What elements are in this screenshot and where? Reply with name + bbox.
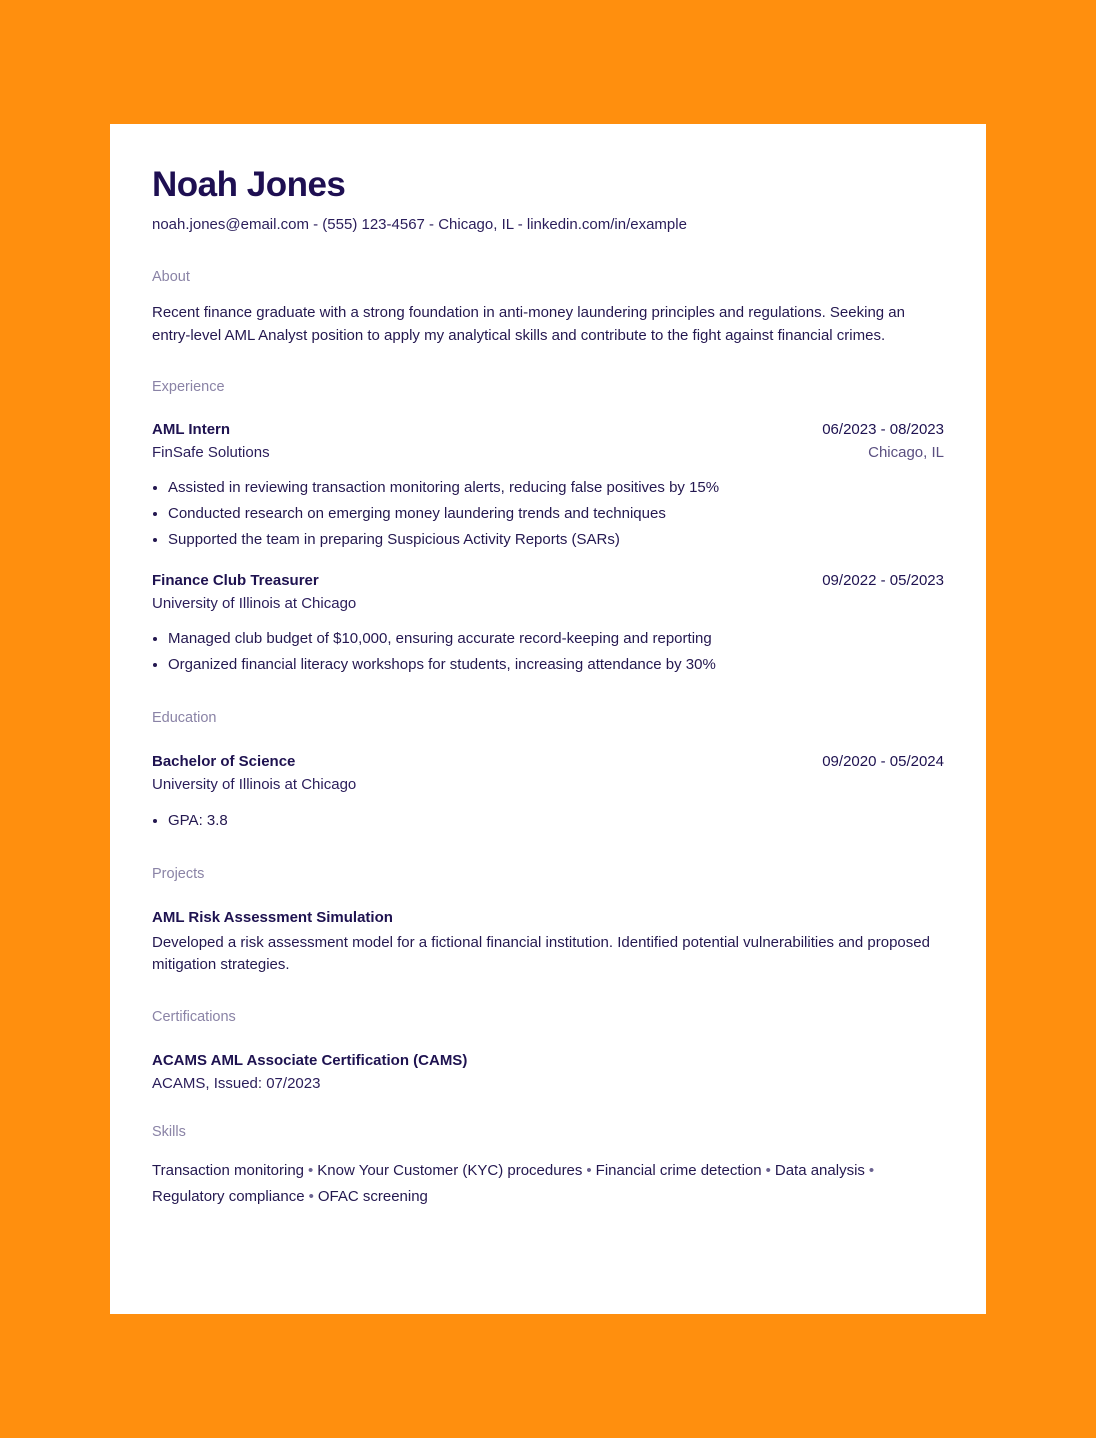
- list-item: • Organized financial literacy workshops for students, increasing attendance by 30%: [168, 652, 944, 678]
- experience-item: [152, 570, 944, 678]
- certification-issued: Issued: 07/2023: [213, 1074, 321, 1092]
- skill-item: Know Your Customer (KYC) procedures: [317, 1161, 583, 1179]
- education-bullets: [152, 808, 944, 834]
- experience-bullets: [152, 475, 944, 552]
- education-item: [152, 751, 944, 834]
- skill-item: OFAC screening: [317, 1187, 428, 1205]
- skills-list: [152, 1158, 944, 1210]
- bullet-separator-icon: •: [586, 1161, 592, 1179]
- project-name: AML Risk Assessment Simulation: [152, 908, 393, 926]
- contact-line: noah.jones@email.com - (555) 123-4567 - Chicago, IL - linkedin.com/in/example: [152, 216, 687, 233]
- project-description: Developed a risk assessment model for a fictional financial institution. Identified potential vulnerabilities and proposed mitigation strategies.: [152, 933, 930, 974]
- section-title-education: Education: [152, 709, 217, 726]
- experience-role: AML Intern: [152, 421, 231, 438]
- education-school: University of Illinois at Chicago: [152, 775, 357, 793]
- skill-item: Transaction monitoring: [152, 1161, 305, 1179]
- bullet-separator-icon: •: [868, 1161, 875, 1179]
- resume-name: Noah Jones: [152, 165, 346, 204]
- section-title-projects: Projects: [152, 865, 205, 882]
- experience-dates: 06/2023 - 08/2023: [822, 421, 944, 438]
- experience-dates: 09/2022 - 05/2023: [822, 572, 944, 590]
- education-dates: 09/2020 - 05/2024: [822, 752, 944, 770]
- section-title-certifications: Certifications: [152, 1008, 236, 1025]
- list-item: • Supported the team in preparing Suspicious Activity Reports (SARs): [168, 527, 944, 553]
- certification-issuer: ACAMS,: [152, 1074, 210, 1092]
- experience-org: FinSafe Solutions: [152, 444, 270, 461]
- bullet-separator-icon: •: [308, 1187, 314, 1205]
- section-title-experience: Experience: [152, 379, 225, 395]
- experience-org: University of Illinois at Chicago: [152, 595, 357, 613]
- skill-item: Financial crime detection: [595, 1161, 762, 1179]
- list-item: • Assisted in reviewing transaction monitoring alerts, reducing false positives by 15%: [168, 475, 944, 501]
- certification-meta: [152, 1072, 944, 1096]
- bullet-separator-icon: •: [765, 1161, 771, 1179]
- list-item: • Conducted research on emerging money laundering trends and techniques: [168, 501, 944, 527]
- resume-page: [110, 124, 986, 1314]
- certification-name: ACAMS AML Associate Certification (CAMS): [152, 1051, 468, 1069]
- list-item: • GPA: 3.8: [168, 808, 944, 834]
- education-degree: Bachelor of Science: [152, 752, 296, 770]
- experience-role: Finance Club Treasurer: [152, 572, 319, 590]
- experience-location: Chicago, IL: [868, 444, 944, 461]
- experience-bullets: [152, 626, 944, 678]
- bullet-separator-icon: •: [308, 1161, 314, 1179]
- experience-item: [152, 419, 944, 552]
- about-text: Recent finance graduate with a strong foundation in anti-money laundering principles and regulations. Seeking an entry-level AML Analyst position to apply my analytical skills and contribute to the fight against financial crimes.: [152, 304, 905, 344]
- skill-item: Data analysis: [774, 1161, 865, 1179]
- section-title-about: About: [152, 269, 190, 285]
- list-item: • Managed club budget of $10,000, ensuring accurate record-keeping and reporting: [168, 626, 944, 652]
- section-title-skills: Skills: [152, 1123, 186, 1140]
- skill-item: Regulatory compliance: [152, 1187, 305, 1205]
